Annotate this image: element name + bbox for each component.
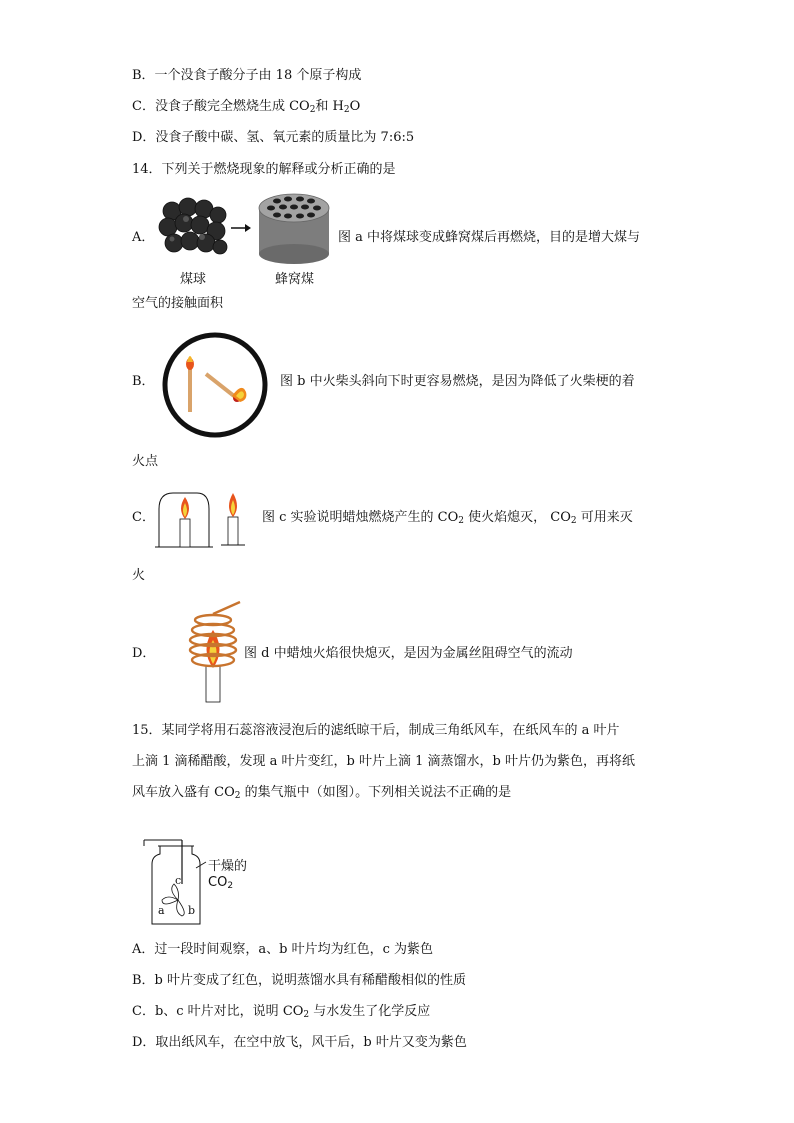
q14-option-d-text: 图 d 中蜡烛火焰很快熄灭，是因为金属丝阻碍空气的流动 <box>244 646 573 661</box>
q14-option-c-label: C． <box>132 510 155 525</box>
q15-option-d: D．取出纸风车，在空中放飞，风干后，b 叶片又变为紫色 <box>132 1035 467 1050</box>
q14-option-b-text-1: 图 b 中火柴头斜向下时更容易燃烧，是因为降低了火柴梗的着 <box>280 374 635 389</box>
q14-option-b-label: B． <box>132 374 155 389</box>
wire-coil-candle-figure <box>180 600 250 704</box>
q15-option-b: B．b 叶片变成了红色，说明蒸馏水具有稀醋酸相似的性质 <box>132 973 467 988</box>
q15-option-a: A．过一段时间观察，a、b 叶片均为红色，c 为紫色 <box>132 942 434 957</box>
q14-option-d-label: D． <box>132 646 156 661</box>
q14-option-a-label: A． <box>132 230 155 245</box>
coal-ball-image <box>158 195 230 261</box>
match-figure <box>160 330 270 440</box>
q15-stem-line-2: 上滴 1 滴稀醋酸，发现 a 叶片变红，b 叶片上滴 1 滴蒸馏水，b 叶片仍为紫色，再将纸 <box>132 754 635 769</box>
caption-coal-ball: 煤球 <box>180 272 207 287</box>
candle-figure <box>155 487 255 549</box>
q14-stem: 14．下列关于燃烧现象的解释或分析正确的是 <box>132 162 396 177</box>
arrow-icon <box>231 223 251 233</box>
q14-option-a-text-2: 空气的接触面积 <box>132 296 224 311</box>
q14-option-a-text-1: 图 a 中将煤球变成蜂窝煤后再燃烧，目的是增大煤与 <box>338 230 641 245</box>
q15-stem-line-3: 风车放入盛有 $CO_2$ 的集气瓶中（如图）。下列相关说法不正确的是 <box>132 785 512 801</box>
caption-honeycomb-coal: 蜂窝煤 <box>275 272 315 287</box>
fig-label-dry: 干燥的 <box>208 859 248 874</box>
fig-blade-c: c <box>175 874 182 887</box>
q15-stem-line-1: 15．某同学将用石蕊溶液浸泡后的滤纸晾干后，制成三角纸风车，在纸风车的 a 叶片 <box>132 723 620 738</box>
q13-option-d: D．没食子酸中碳、氢、氧元素的质量比为 7:6:5 <box>132 130 415 145</box>
q13-option-c: C．没食子酸完全燃烧生成 $CO_2$和 $H_2O$ <box>132 99 361 115</box>
q14-option-c-text-2: 火 <box>132 568 146 583</box>
honeycomb-coal-image <box>255 190 333 266</box>
q15-option-c: C．b、c 叶片对比，说明 $CO_2$ 与水发生了化学反应 <box>132 1004 431 1020</box>
fig-blade-b: b <box>188 904 196 917</box>
fig-blade-a: a <box>158 904 165 917</box>
q13-option-b: B．一个没食子酸分子由 18 个原子构成 <box>132 68 362 83</box>
q14-option-b-text-2: 火点 <box>132 454 159 469</box>
fig-label-co2: $CO_2$ <box>208 875 234 891</box>
q14-option-c-text-1: 图 c 实验说明蜡烛燃烧产生的 $CO_2$ 使火焰熄灭， $CO_2$ 可用来灭 <box>262 510 633 526</box>
